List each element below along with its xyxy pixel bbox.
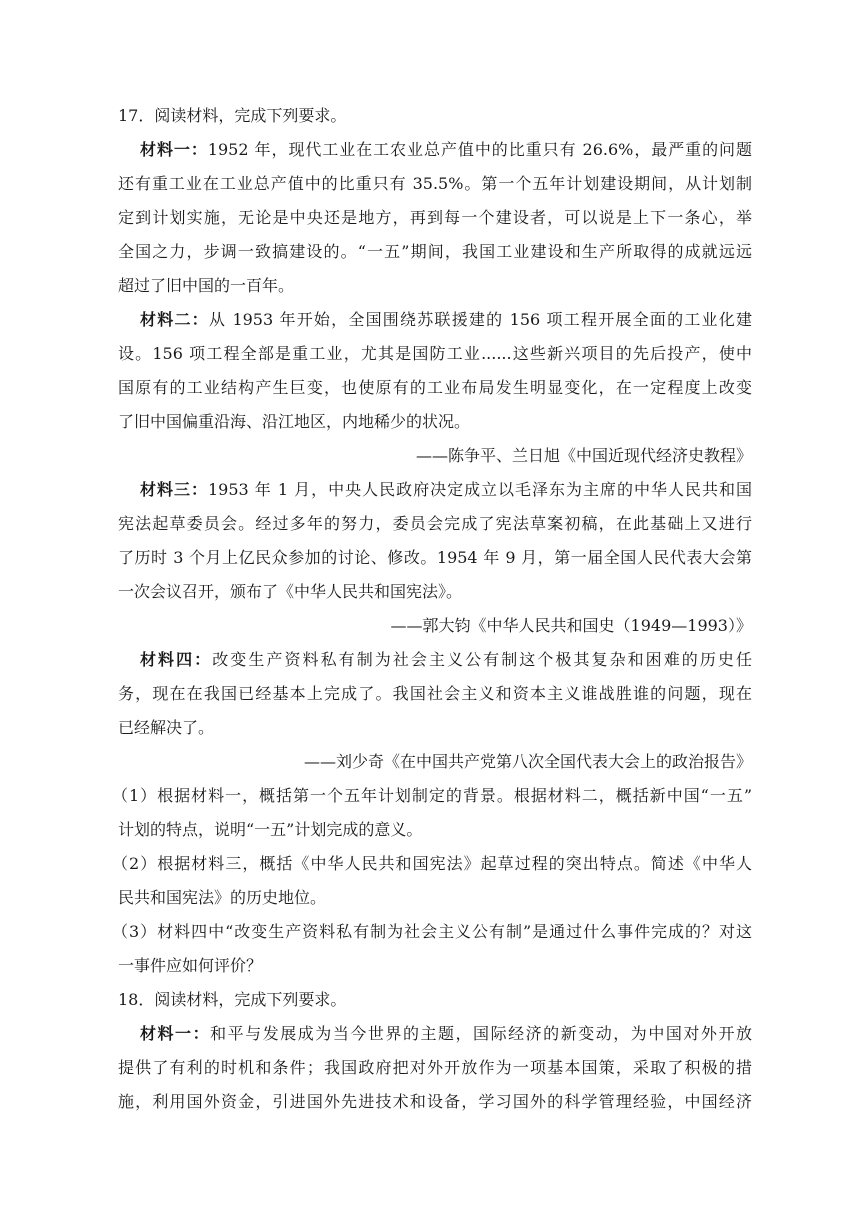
q17-m4-line-1: 材料四：改变生产资料私有制为社会主义公有制这个极其复杂和困难的历史任 (140, 650, 752, 669)
q17-m1-line-1: 材料一：1952 年，现代工业在工农业总产值中的比重只有 26.6%，最严重的问题 (140, 140, 752, 159)
q17-m2-line-3: 国原有的工业结构产生巨变，也使原有的工业布局发生明显变化，在一定程度上改变 (118, 378, 752, 397)
q17-question-2-line-2: 民共和国宪法》的历史地位。 (118, 888, 327, 907)
q17-m2-line-1: 材料二：从 1953 年开始，全国围绕苏联援建的 156 项工程开展全面的工业化建 (140, 310, 752, 329)
q17-question-3-line-2: 一事件应如何评价？ (118, 956, 263, 975)
q18-title: 18．阅读材料，完成下列要求。 (118, 990, 347, 1009)
q17-question-1-line-1: （1）根据材料一，概括第一个五年计划制定的背景。根据材料二，概括新中国“一五” (112, 786, 752, 805)
q17-m4-line-2: 务，现在在我国已经基本上完成了。我国社会主义和资本主义谁战胜谁的问题，现在 (118, 684, 752, 703)
q17-m3-line-1: 材料三：1953 年 1 月，中央人民政府决定成立以毛泽东为主席的中华人民共和国 (140, 480, 752, 499)
q18-m1-line-2: 提供了有利的时机和条件；我国政府把对外开放作为一项基本国策，采取了积极的措 (118, 1058, 752, 1077)
q17-m2-line-4: 了旧中国偏重沿海、沿江地区，内地稀少的状况。 (118, 412, 471, 431)
q17-m3-line-2: 宪法起草委员会。经过多年的努力，委员会完成了宪法草案初稿，在此基础上又进行 (118, 514, 752, 533)
q17-m3-line-3: 了历时 3 个月上亿民众参加的讨论、修改。1954 年 9 月，第一届全国人民代表大会第 (118, 548, 752, 567)
q18-m1-line-3: 施，利用国外资金，引进国外先进技术和设备，学习国外的科学管理经验，中国经济 (118, 1092, 752, 1111)
q17-m1-line-5: 超过了旧中国的一百年。 (118, 276, 295, 295)
q17-m3-source: ——郭大钧《中华人民共和国史（1949—1993）》 (390, 616, 752, 635)
q17-m2-line-2: 设。156 项工程全部是重工业，尤其是国防工业......这些新兴项目的先后投产，使中 (118, 344, 752, 363)
q17-m2-source: ——陈争平、兰日旭《中国近现代经济史教程》 (415, 446, 752, 465)
q17-title: 17．阅读材料，完成下列要求。 (118, 106, 347, 125)
q18-m1-label: 材料一： (140, 1024, 211, 1043)
q17-m3-line-4: 一次会议召开，颁布了《中华人民共和国宪法》。 (118, 582, 463, 601)
q18-m1-line-1: 材料一：和平与发展成为当今世界的主题，国际经济的新变动，为中国对外开放 (140, 1024, 752, 1043)
q17-question-3-line-1: （3）材料四中“改变生产资料私有制为社会主义公有制”是通过什么事件完成的？对这 (112, 922, 752, 941)
q17-m1-line-2: 还有重工业在工业总产值中的比重只有 35.5%。第一个五年计划建设期间，从计划制 (118, 174, 752, 193)
q17-m2-label: 材料二： (140, 310, 209, 329)
q17-m1-line-4: 全国之力，步调一致搞建设的。“一五”期间，我国工业建设和生产所取得的成就远远 (118, 242, 752, 261)
q17-m3-label: 材料三： (140, 480, 208, 499)
q17-m1-label: 材料一： (140, 140, 208, 159)
q17-m4-source: ——刘少奇《在中国共产党第八次全国代表大会上的政治报告》 (303, 752, 752, 771)
q17-m4-line-3: 已经解决了。 (118, 718, 215, 737)
q17-question-2-line-1: （2）根据材料三，概括《中华人民共和国宪法》起草过程的突出特点。简述《中华人 (112, 854, 752, 873)
q17-m1-line-3: 定到计划实施，无论是中央还是地方，再到每一个建设者，可以说是上下一条心，举 (118, 208, 752, 227)
q17-m4-label: 材料四： (140, 650, 213, 669)
q17-question-1-line-2: 计划的特点，说明“一五”计划完成的意义。 (118, 820, 423, 839)
